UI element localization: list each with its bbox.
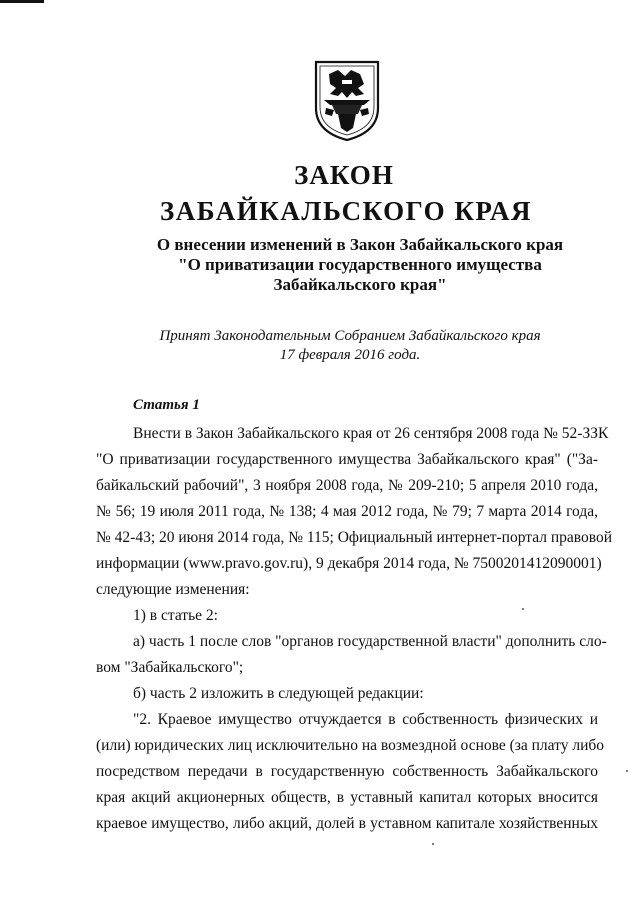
body-line: краевое имущество, либо акций, долей в уставном капитале хозяйственных: [96, 815, 598, 832]
law-subtitle-line: "О приватизации государственного имущества: [178, 255, 542, 274]
law-subtitle-line: Забайкальского края": [273, 275, 447, 294]
article-heading: Статья 1: [133, 397, 200, 413]
adoption-date: 17 февраля 2016 года.: [279, 347, 421, 363]
body-line: б) часть 2 изложить в следующей редакции:: [133, 685, 424, 702]
scan-edge-mark: [0, 0, 44, 3]
coat-of-arms-icon: [312, 58, 382, 142]
law-subtitle-line: О внесении изменений в Закон Забайкальского края: [156, 235, 564, 254]
body-line: вом "Забайкальского";: [96, 659, 244, 676]
body-line: № 42-43; 20 июня 2014 года, № 115; Официальный интернет-портал правовой: [96, 529, 612, 546]
body-line: следующие изменения:: [96, 581, 250, 598]
scan-speck: [432, 843, 434, 845]
body-line: (или) юридических лиц исключительно на возмездной основе (за плату либо: [96, 737, 605, 754]
body-line: байкальский рабочий", 3 ноября 2008 года, № 209-210; 5 апреля 2010 года,: [96, 477, 598, 494]
body-line: "2. Краевое имущество отчуждается в собственность физических и: [133, 711, 598, 728]
adoption-note: Принят Законодательным Собранием Забайкальского края: [159, 328, 541, 344]
body-line: "О приватизации государственного имущества Забайкальского края" ("За-: [96, 451, 598, 468]
body-line: а) часть 1 после слов "органов государственной власти" дополнить сло-: [133, 633, 607, 650]
scan-speck: [522, 608, 524, 610]
body-line: 1) в статье 2:: [133, 607, 218, 624]
body-line: края акций акционерных обществ, в уставный капитал которых вносится: [96, 789, 598, 806]
scan-speck: [626, 770, 628, 772]
body-line: № 56; 19 июля 2011 года, № 138; 4 мая 2012 года, № 79; 7 марта 2014 года,: [96, 503, 598, 520]
body-line: информации (www.pravo.gov.ru), 9 декабря 2014 года, № 7500201412090001): [96, 555, 602, 572]
body-line: посредством передачи в государственную собственность Забайкальского: [96, 763, 598, 780]
body-line: Внести в Закон Забайкальского края от 26 сентября 2008 года № 52-ЗЗК: [133, 425, 609, 442]
law-region-title: ЗАБАЙКАЛЬСКОГО КРАЯ: [160, 196, 532, 226]
law-title: ЗАКОН: [294, 160, 394, 190]
